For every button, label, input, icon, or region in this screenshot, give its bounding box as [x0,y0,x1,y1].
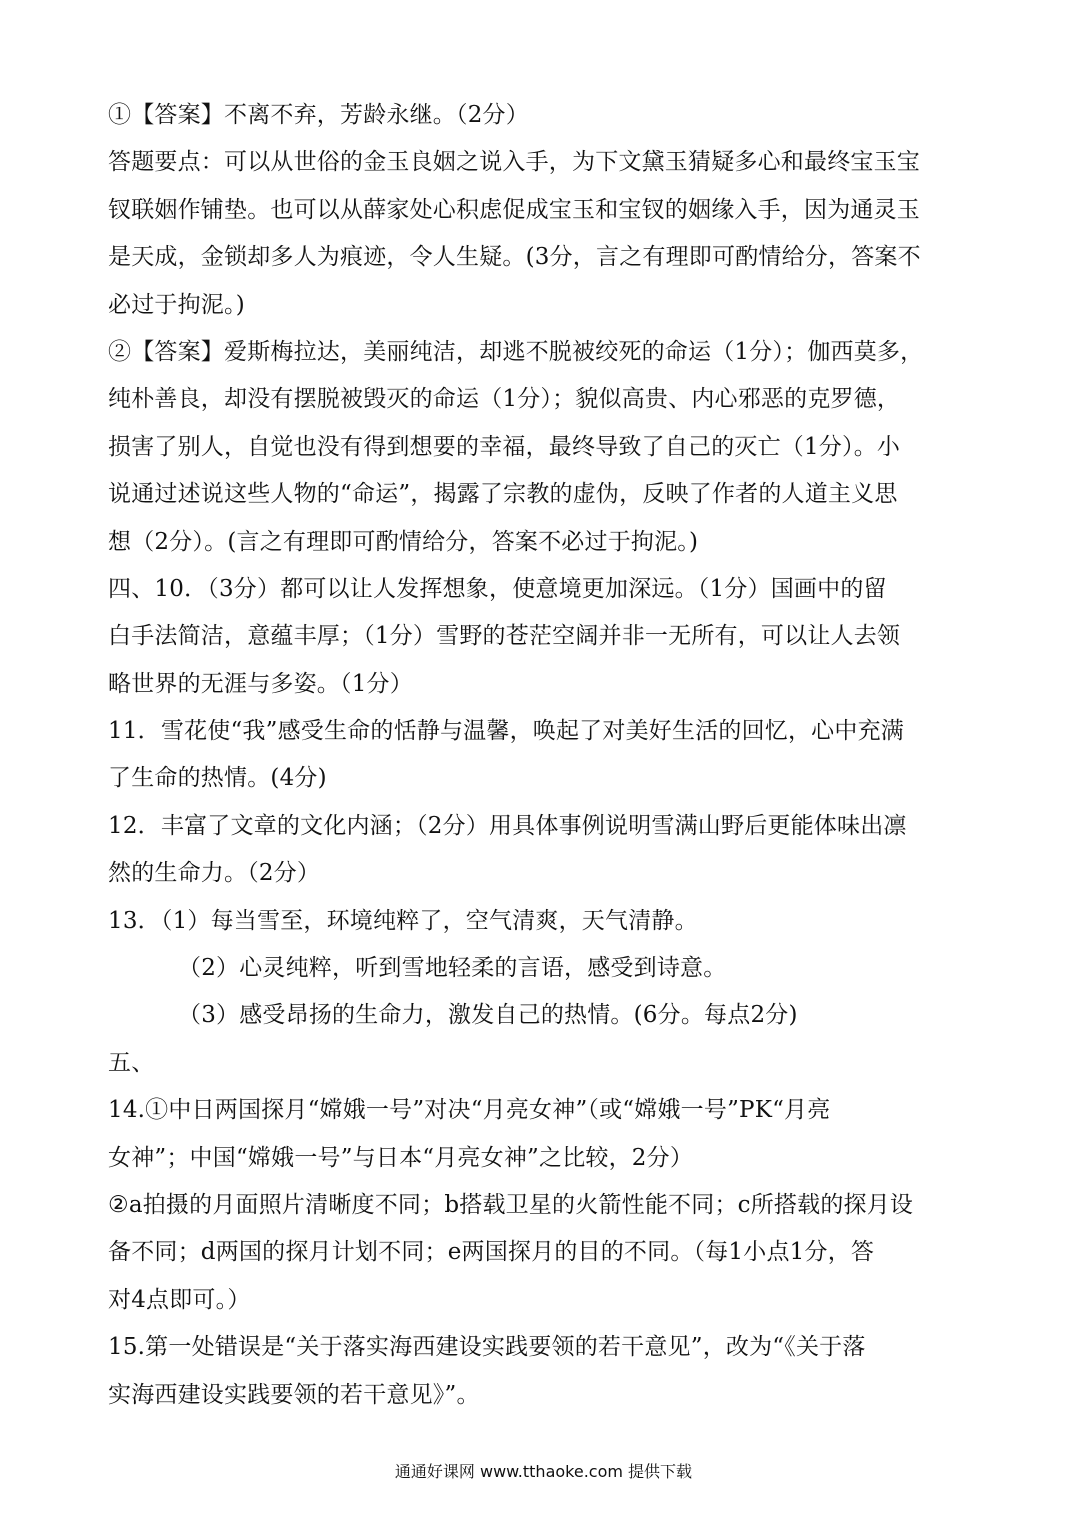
answer-line: 12．丰富了文章的文化内涵；（2分）用具体事例说明雪满山野后更能体味出凛 [108,812,907,839]
answer-line: （3）感受昂扬的生命力，激发自己的热情。(6分。每点2分) [178,1002,798,1029]
answer-line: 白手法简洁，意蕴丰厚；（1分）雪野的苍茫空阔并非一无所有，可以让人去领 [108,623,901,650]
answer-line: 14.①中日两国探月“嫦娥一号”对决“月亮女神”（或“嫦娥一号”PK“月亮 [108,1097,831,1124]
answer-line: 想（2分）。(言之有理即可酌情给分，答案不必过于拘泥。) [108,528,699,555]
answer-line: 说通过述说这些人物的“命运”，揭露了宗教的虚伪，反映了作者的人道主义思 [108,481,898,508]
answer-text-block [108,92,988,1419]
answer-line: 然的生命力。（2分） [108,860,321,887]
answer-line: 对4点即可。） [108,1286,251,1313]
answer-line: ②【答案】爱斯梅拉达，美丽纯洁，却逃不脱被绞死的命运（1分）；伽西莫多， [108,338,924,365]
answer-line: 必过于拘泥。) [108,291,245,318]
answer-line: （2）心灵纯粹，听到雪地轻柔的言语，感受到诗意。 [178,955,727,982]
answer-line: 答题要点：可以从世俗的金玉良姻之说入手，为下文黛玉猜疑多心和最终宝玉宝 [108,149,920,176]
answer-line: 略世界的无涯与多姿。（1分） [108,670,413,697]
answer-line: 损害了别人，自觉也没有得到想要的幸福，最终导致了自己的灭亡（1分）。小 [108,433,901,460]
answer-line: 实海西建设实践要领的若干意见》”。 [108,1381,480,1408]
answer-line: ②a拍摄的月面照片清晰度不同；b搭载卫星的火箭性能不同；c所搭载的探月设 [108,1191,914,1218]
answer-line: 13．（1）每当雪至，环境纯粹了，空气清爽，天气清静。 [108,907,698,934]
page-footer: 通通好课网 www.tthaoke.com 提供下载 [394,1462,693,1481]
section-heading: 五、 [108,1049,155,1076]
answer-line: 11．雪花使“我”感受生命的恬静与温馨，唤起了对美好生活的回忆，心中充满 [108,718,904,745]
answer-line: 是天成，金锁却多人为痕迹，令人生疑。(3分，言之有理即可酌情给分，答案不 [108,244,921,271]
answer-line: 15.第一处错误是“关于落实海西建设实践要领的若干意见”，改为“《关于落 [108,1334,866,1361]
answer-line: 钗联姻作铺垫。也可以从薛家处心积虑促成宝玉和宝钗的姻缘入手，因为通灵玉 [108,196,920,223]
answer-line: 了生命的热情。(4分) [108,765,327,792]
answer-line: ①【答案】不离不弃，芳龄永继。（2分） [108,102,529,128]
answer-line: 女神”；中国“嫦娥一号”与日本“月亮女神”之比较，2分） [108,1144,694,1171]
answer-line: 纯朴善良，却没有摆脱被毁灭的命运（1分）；貌似高贵、内心邪恶的克罗德， [108,386,901,413]
answer-line: 四、10．（3分）都可以让人发挥想象，使意境更加深远。（1分）国画中的留 [108,575,887,602]
answer-line: 备不同；d两国的探月计划不同；e两国探月的目的不同。（每1小点1分，答 [108,1239,875,1266]
